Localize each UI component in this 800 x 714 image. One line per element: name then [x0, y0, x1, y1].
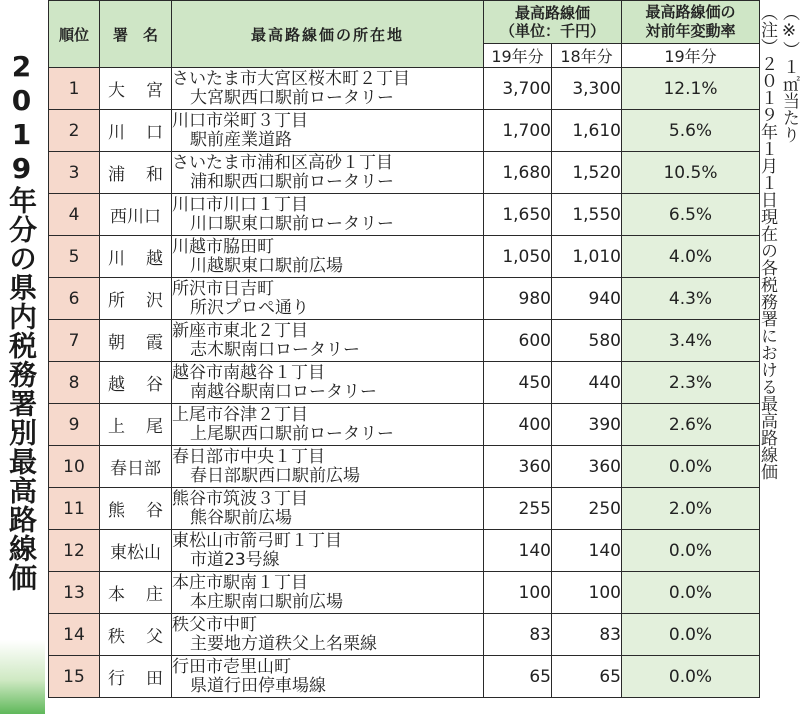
change-cell: 0.0%: [622, 446, 760, 488]
office-cell: 春日部: [100, 446, 172, 488]
price-18-cell: 1,010: [552, 236, 622, 278]
office-cell: 行 田: [100, 656, 172, 698]
price-19-cell: 65: [484, 656, 552, 698]
location-cell: [172, 656, 484, 698]
address-line-2: 主要地方道秩父上名栗線: [190, 633, 377, 654]
address-line-2: 駅前産業道路: [190, 129, 292, 150]
table-row: [49, 320, 760, 362]
location-cell: [172, 362, 484, 404]
table-row: [49, 68, 760, 110]
address-line-1: 川口市川口１丁目: [172, 194, 308, 215]
tax-office-table: [48, 0, 760, 698]
location-cell: [172, 152, 484, 194]
header-change-year: 19年分: [622, 44, 760, 68]
price-18-cell: 100: [552, 572, 622, 614]
location-cell: [172, 614, 484, 656]
table-row: [49, 404, 760, 446]
price-18-cell: 360: [552, 446, 622, 488]
header-change: [622, 1, 760, 44]
address-line-1: 春日部市中央１丁目: [172, 446, 325, 467]
address-line-1: 上尾市谷津２丁目: [172, 404, 308, 425]
price-18-cell: 1,520: [552, 152, 622, 194]
rank-cell: 6: [49, 278, 100, 320]
price-19-cell: 140: [484, 530, 552, 572]
address-line-1: さいたま市浦和区高砂１丁目: [172, 152, 393, 173]
change-cell: 10.5%: [622, 152, 760, 194]
table-row: [49, 236, 760, 278]
table-row: [49, 278, 760, 320]
office-cell: 川 越: [100, 236, 172, 278]
price-18-cell: 940: [552, 278, 622, 320]
header-location: 最高路線価の所在地: [172, 1, 484, 68]
price-19-cell: 255: [484, 488, 552, 530]
table-row: [49, 152, 760, 194]
header-rank: 順位: [49, 1, 100, 68]
header-price-unit: （単位：千円）: [499, 22, 605, 40]
address-line-1: 新座市東北２丁目: [172, 320, 308, 341]
notes: [757, 4, 800, 480]
price-18-cell: 440: [552, 362, 622, 404]
change-cell: 2.6%: [622, 404, 760, 446]
address-line-2: 市道23号線: [190, 549, 280, 570]
rank-cell: 15: [49, 656, 100, 698]
header-office: 署 名: [100, 1, 172, 68]
address-line-1: 本庄市駅南１丁目: [172, 572, 308, 593]
location-cell: [172, 320, 484, 362]
address-line-2: 県道行田停車場線: [190, 675, 326, 696]
table-row: [49, 446, 760, 488]
price-19-cell: 600: [484, 320, 552, 362]
table-body: [49, 68, 760, 698]
change-cell: 4.3%: [622, 278, 760, 320]
price-19-cell: 400: [484, 404, 552, 446]
rank-cell: 11: [49, 488, 100, 530]
location-cell: [172, 110, 484, 152]
price-18-cell: 65: [552, 656, 622, 698]
office-cell: 熊 谷: [100, 488, 172, 530]
change-cell: 5.6%: [622, 110, 760, 152]
address-line-2: 大宮駅西口駅前ロータリー: [190, 87, 394, 108]
address-line-2: 本庄駅南口駅前広場: [190, 591, 343, 612]
office-cell: 西川口: [100, 194, 172, 236]
rank-cell: 10: [49, 446, 100, 488]
rank-cell: 4: [49, 194, 100, 236]
price-19-cell: 1,050: [484, 236, 552, 278]
price-19-cell: 3,700: [484, 68, 552, 110]
price-19-cell: 980: [484, 278, 552, 320]
office-cell: 浦 和: [100, 152, 172, 194]
price-18-cell: 3,300: [552, 68, 622, 110]
office-cell: 大 宮: [100, 68, 172, 110]
location-cell: [172, 530, 484, 572]
change-cell: 3.4%: [622, 320, 760, 362]
address-line-1: 川口市栄町３丁目: [172, 110, 308, 131]
office-cell: 越 谷: [100, 362, 172, 404]
rank-cell: 2: [49, 110, 100, 152]
address-line-2: 熊谷駅前広場: [190, 507, 292, 528]
page-title: 2019年分の県内税務署別最高路線価: [5, 50, 38, 592]
table-row: [49, 530, 760, 572]
location-cell: [172, 236, 484, 278]
change-cell: 6.5%: [622, 194, 760, 236]
address-line-2: 南越谷駅南口ロータリー: [190, 381, 377, 402]
address-line-1: 越谷市南越谷１丁目: [172, 362, 325, 383]
change-cell: 12.1%: [622, 68, 760, 110]
header-change-title-2: 対前年変動率: [645, 22, 736, 40]
header-price-title: 最高路線価: [514, 4, 590, 22]
address-line-1: 行田市壱里山町: [172, 656, 291, 677]
office-cell: 秩 父: [100, 614, 172, 656]
address-line-2: 浦和駅西口駅前ロータリー: [190, 171, 394, 192]
change-cell: 0.0%: [622, 656, 760, 698]
address-line-1: 熊谷市筑波３丁目: [172, 488, 308, 509]
header-year18: 18年分: [552, 44, 622, 68]
rank-cell: 3: [49, 152, 100, 194]
rank-cell: 12: [49, 530, 100, 572]
address-line-2: 所沢プロペ通り: [190, 297, 309, 318]
price-18-cell: 1,550: [552, 194, 622, 236]
address-line-2: 上尾駅西口駅前ロータリー: [190, 423, 394, 444]
rank-cell: 9: [49, 404, 100, 446]
table-row: [49, 488, 760, 530]
price-19-cell: 1,650: [484, 194, 552, 236]
table-row: [49, 572, 760, 614]
price-18-cell: 390: [552, 404, 622, 446]
change-cell: 0.0%: [622, 530, 760, 572]
office-cell: 川 口: [100, 110, 172, 152]
office-cell: 朝 霞: [100, 320, 172, 362]
office-cell: 所 沢: [100, 278, 172, 320]
address-line-1: 東松山市箭弓町１丁目: [172, 530, 342, 551]
price-19-cell: 360: [484, 446, 552, 488]
location-cell: [172, 572, 484, 614]
price-18-cell: 1,610: [552, 110, 622, 152]
price-18-cell: 83: [552, 614, 622, 656]
location-cell: [172, 194, 484, 236]
location-cell: [172, 446, 484, 488]
location-cell: [172, 404, 484, 446]
change-cell: 0.0%: [622, 572, 760, 614]
table-row: [49, 362, 760, 404]
price-18-cell: 580: [552, 320, 622, 362]
table-row: [49, 194, 760, 236]
address-line-1: 川越市脇田町: [172, 236, 274, 257]
note-date: （注）２０１９年１月１日現在の各税務署における最高路線価: [757, 4, 777, 480]
address-line-2: 川越駅東口駅前広場: [190, 255, 343, 276]
price-18-cell: 140: [552, 530, 622, 572]
address-line-2: 川口駅東口駅前ロータリー: [190, 213, 394, 234]
table-row: [49, 656, 760, 698]
price-19-cell: 450: [484, 362, 552, 404]
title-panel: [0, 0, 45, 714]
header-change-title-1: 最高路線価の: [645, 3, 736, 21]
rank-cell: 8: [49, 362, 100, 404]
price-18-cell: 250: [552, 488, 622, 530]
rank-cell: 7: [49, 320, 100, 362]
price-19-cell: 100: [484, 572, 552, 614]
address-line-1: 所沢市日吉町: [172, 278, 274, 299]
office-cell: 本 庄: [100, 572, 172, 614]
office-cell: 東松山: [100, 530, 172, 572]
table-row: [49, 110, 760, 152]
change-cell: 0.0%: [622, 614, 760, 656]
rank-cell: 1: [49, 68, 100, 110]
price-19-cell: 1,680: [484, 152, 552, 194]
header-price: [484, 1, 622, 44]
note-unit: （※）１㎡当たり: [779, 4, 799, 143]
rank-cell: 5: [49, 236, 100, 278]
office-cell: 上 尾: [100, 404, 172, 446]
price-19-cell: 83: [484, 614, 552, 656]
header-year19: 19年分: [484, 44, 552, 68]
rank-cell: 14: [49, 614, 100, 656]
location-cell: [172, 488, 484, 530]
table-row: [49, 614, 760, 656]
location-cell: [172, 68, 484, 110]
address-line-2: 志木駅南口ロータリー: [190, 339, 360, 360]
rank-cell: 13: [49, 572, 100, 614]
address-line-2: 春日部駅西口駅前広場: [190, 465, 360, 486]
location-cell: [172, 278, 484, 320]
price-19-cell: 1,700: [484, 110, 552, 152]
note-panel: [757, 0, 800, 714]
address-line-1: 秩父市中町: [172, 614, 257, 635]
change-cell: 2.3%: [622, 362, 760, 404]
address-line-1: さいたま市大宮区桜木町２丁目: [172, 68, 410, 89]
change-cell: 2.0%: [622, 488, 760, 530]
change-cell: 4.0%: [622, 236, 760, 278]
